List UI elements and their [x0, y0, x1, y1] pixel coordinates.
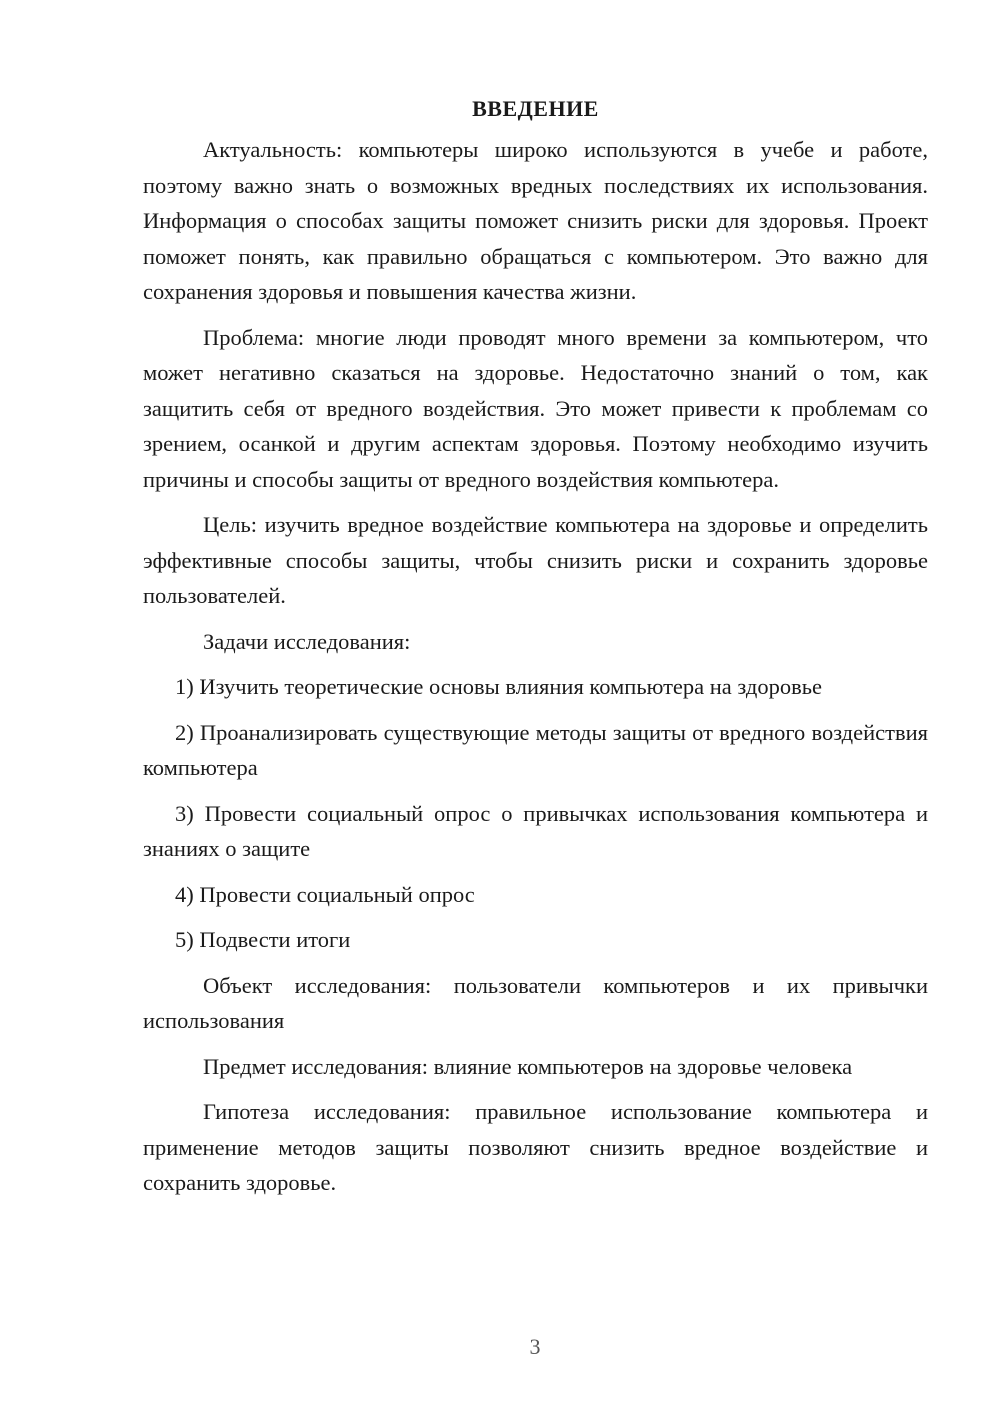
task-item-2: 2) Проанализировать существующие методы защиты от вредного воздействия компьютера — [143, 719, 928, 780]
task-item-5: 5) Подвести итоги — [175, 927, 351, 952]
tasks-heading: Задачи исследования: — [203, 628, 411, 654]
task-item-1: 1) Изучить теоретические основы влияния компьютера на здоровье — [175, 674, 822, 699]
object-paragraph: Объект исследования: пользователи компьютеров и их привычки использования — [143, 972, 928, 1033]
goal-paragraph: Цель: изучить вредное воздействие компьютера на здоровье и определить эффективные способы защиты, чтобы снизить риски и сохранить здоровье пользователей. — [143, 512, 928, 608]
hypothesis-paragraph: Гипотеза исследования: правильное использование компьютера и применение методов защиты позволяют снизить вредное воздействие и сохранить здоровье. — [143, 1099, 928, 1195]
problem-paragraph: Проблема: многие люди проводят много времени за компьютером, что может негативно сказаться на здоровье. Недостаточно знаний о том, как защитить себя от вредного воздействия. Это может привести к проблемам со зрением, осанкой и другим аспектам здоровья. Поэтому необходимо изучить причины и способы защиты от вредного воздействия компьютера. — [143, 324, 928, 492]
task-item-4: 4) Провести социальный опрос — [175, 881, 475, 907]
page-number: 3 — [529, 1334, 541, 1359]
subject-paragraph: Предмет исследования: влияние компьютеров на здоровье человека — [203, 1053, 853, 1079]
relevance-paragraph: Актуальность: компьютеры широко используются в учебе и работе, поэтому важно знать о возможных вредных последствиях их использования. Информация о способах защиты поможет снизить риски для здоровья. Проект поможет понять, как правильно обращаться с компьютером. Это важно для сохранения здоровья и повышения качества жизни. — [143, 137, 928, 304]
page-title: ВВЕДЕНИЕ — [472, 96, 599, 121]
task-item-3: 3) Провести социальный опрос о привычках использования компьютера и знаниях о защите — [143, 800, 928, 861]
